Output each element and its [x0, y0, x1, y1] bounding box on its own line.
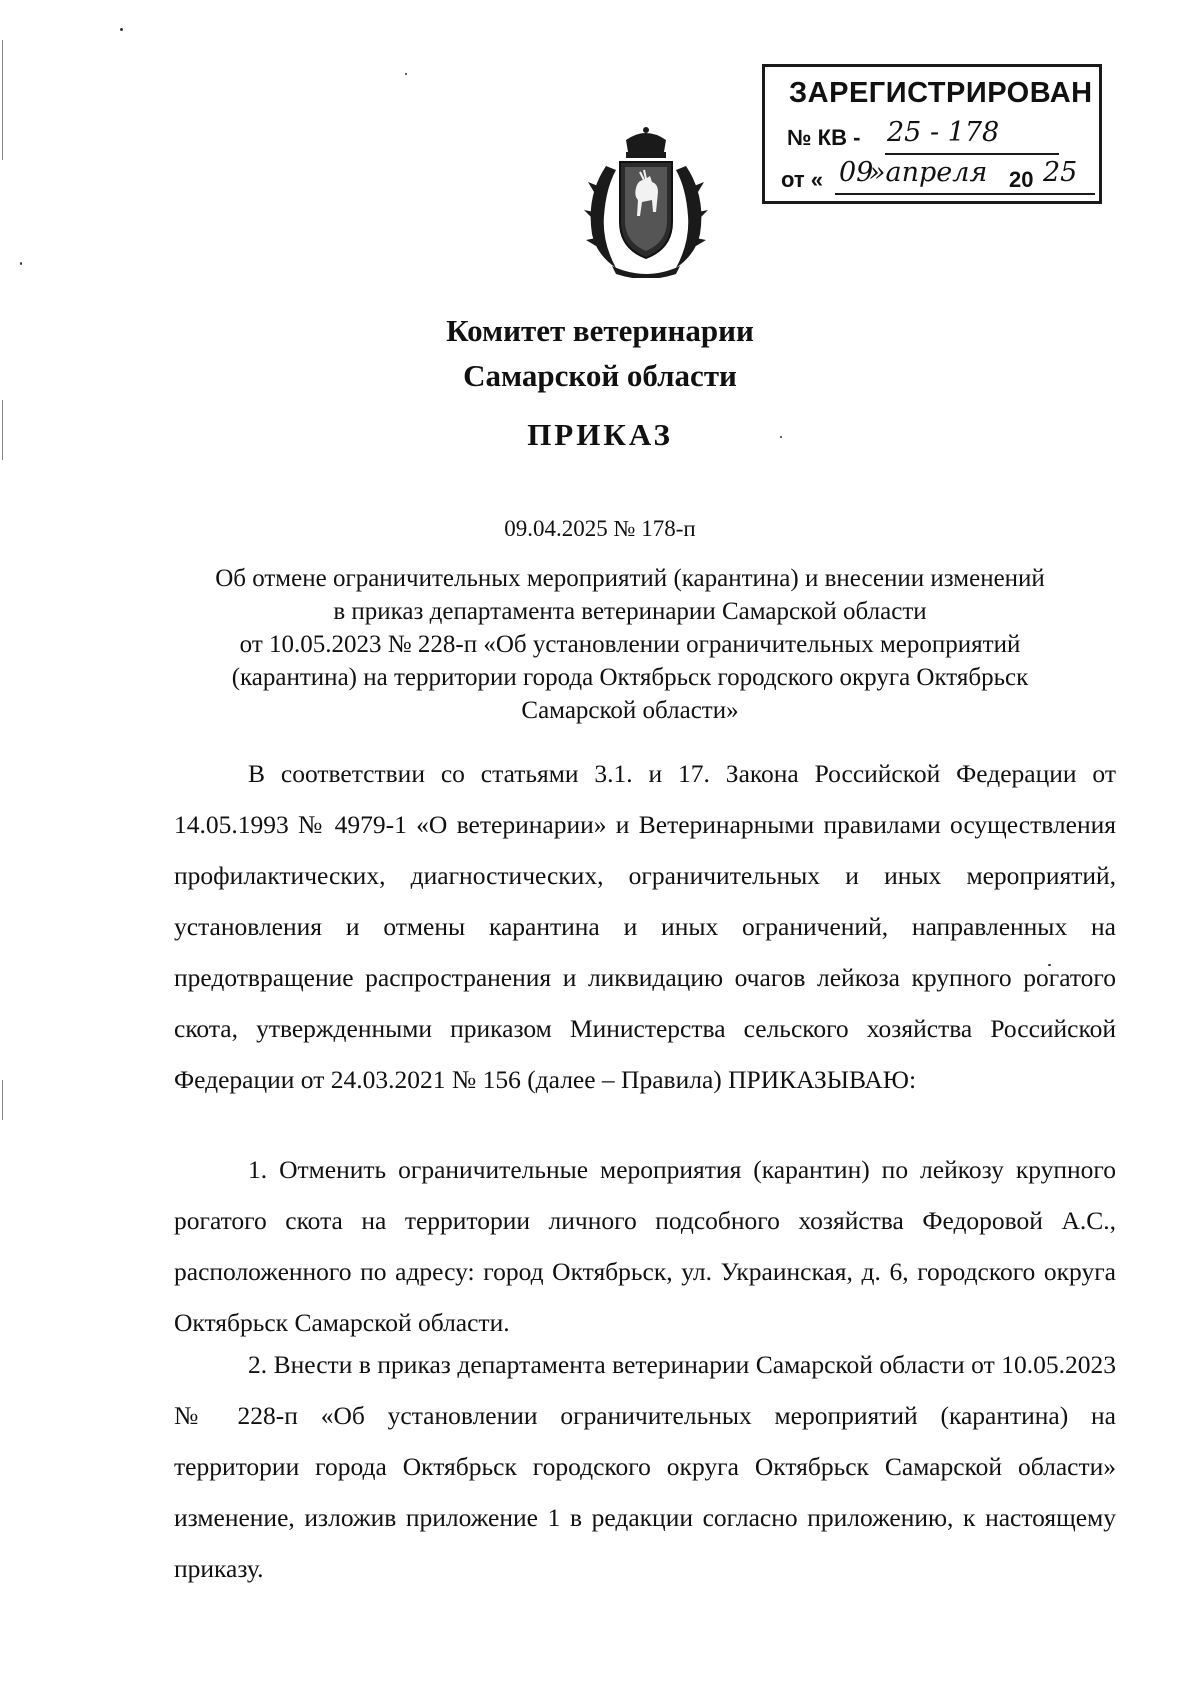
stamp-date-row — [781, 157, 1099, 193]
scan-margin-mark — [2, 1080, 3, 1120]
stamp-number-underline — [885, 153, 1059, 155]
scan-speck — [20, 262, 22, 265]
subject-line: Самарской области» — [521, 697, 739, 724]
stamp-date-day-handwritten: 09 — [839, 157, 874, 188]
document-date-number: 09.04.2025 № 178-п — [504, 516, 696, 541]
organization-name-line2: Самарской области — [463, 358, 737, 393]
stamp-date-month-handwritten: »апреля — [869, 157, 988, 188]
stamp-number-handwritten: 25 - 178 — [887, 117, 1000, 148]
order-item-2: 2. Внести в приказ департамента ветеринарии Самарской области от 10.05.2023 № 228-п «Об установлении ограничительных мероприятий (карантина) на территории города Октябрьск городского округа Октябрьск Самарской области» изменение, изложив приложение 1 в редакции согласно приложению, к настоящему приказу. — [174, 1350, 1116, 1583]
stamp-date-prefix: от « — [781, 167, 824, 192]
samara-coat-of-arms-icon — [576, 126, 716, 278]
order-item-1: 1. Отменить ограничительные мероприятия (карантин) по лейкозу крупного рогатого скота на территории личного подсобного хозяйства Федоровой А.С., расположенного по адресу: город Октябрьск, ул. Украинская, д. 6, городского округа Октябрьск Самарской области. — [174, 1155, 1116, 1337]
stamp-date-year-handwritten: 25 — [1043, 157, 1078, 188]
stamp-number-row — [787, 117, 1077, 151]
stamp-date-underline — [835, 193, 1095, 195]
organization-name-line1: Комитет ветеринарии — [446, 313, 754, 348]
scan-speck — [405, 73, 407, 75]
stamp-number-prefix: № КВ - — [787, 125, 861, 150]
scan-speck — [120, 28, 123, 31]
registration-stamp — [762, 64, 1102, 204]
subject-line: от 10.05.2023 № 228-п «Об установлении ограничительных мероприятий — [239, 631, 1021, 658]
subject-line: Об отмене ограничительных мероприятий (карантина) и внесении изменений — [215, 565, 1045, 592]
organization-name — [0, 308, 1200, 398]
scan-margin-mark — [2, 40, 3, 160]
document-subject — [160, 562, 1100, 727]
subject-line: (карантина) на территории города Октябрьск городского округа Октябрьск — [231, 664, 1029, 691]
stamp-date-year-prefix: 20 — [1009, 167, 1034, 192]
document-type: ПРИКАЗ — [527, 417, 673, 452]
stamp-title: ЗАРЕГИСТРИРОВАН — [789, 77, 1093, 109]
preamble-paragraph: В соответствии со статьями 3.1. и 17. Закона Российской Федерации от 14.05.1993 № 4979-1 «О ветеринарии» и Ветеринарными правилами осуществления профилактических, диагностических, ограничительных и иных мероприятий, установления и отмены карантина и иных ограничений, направленных на предотвращение распространения и ликвидацию очагов лейкоза крупного рогатого скота, утвержденными приказом Министерства сельского хозяйства Российской Федерации от 24.03.2021 № 156 (далее – Правила) ПРИКАЗЫВАЮ: — [174, 759, 1116, 1094]
subject-line: в приказ департамента ветеринарии Самарской области — [333, 598, 927, 625]
